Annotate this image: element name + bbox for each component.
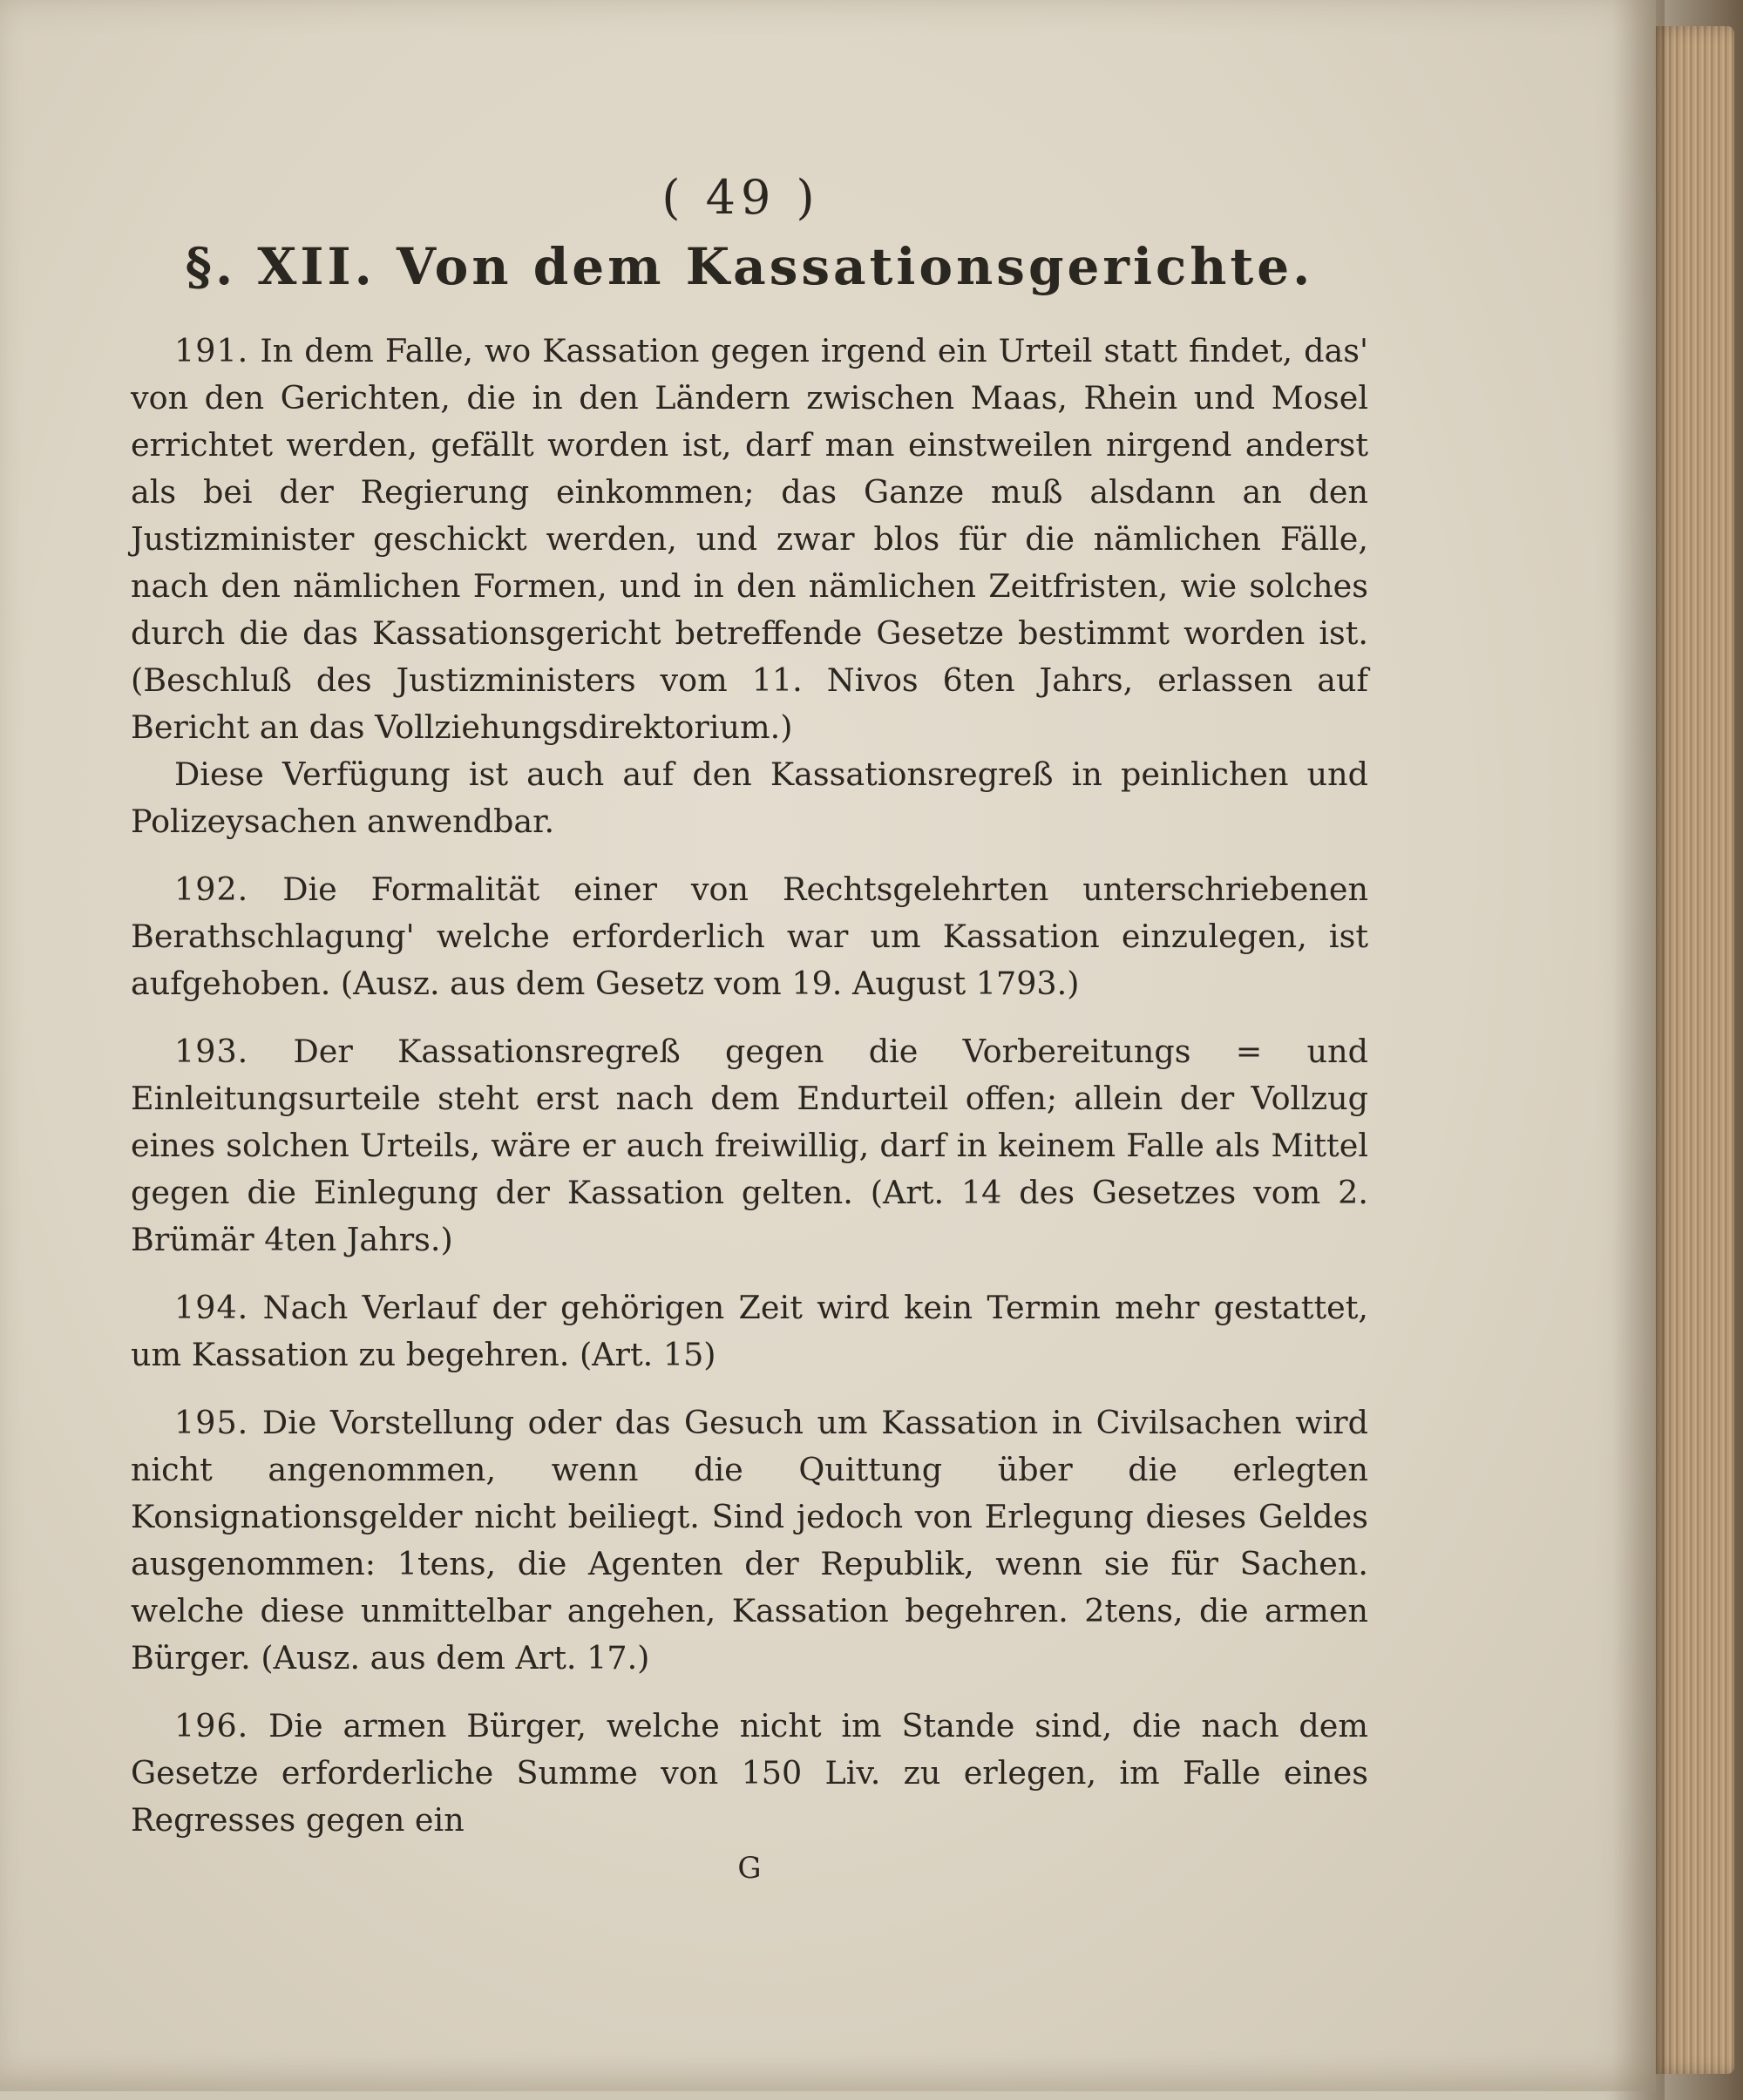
section-heading: §. XII. Von dem Kassationsgerichte. bbox=[185, 237, 1314, 296]
paragraph-193 bbox=[131, 1028, 1368, 1263]
paragraph-number: 193. bbox=[174, 1033, 249, 1070]
paragraph-number: 196. bbox=[174, 1707, 249, 1744]
paragraph-number: 194. bbox=[174, 1289, 249, 1326]
paragraph-number: 191. bbox=[174, 332, 249, 369]
paragraph-191 bbox=[131, 328, 1368, 751]
binding-shadow bbox=[1612, 0, 1665, 2100]
page-number: ( 49 ) bbox=[661, 170, 820, 225]
paragraph-195 bbox=[131, 1399, 1368, 1682]
paragraph-194 bbox=[131, 1284, 1368, 1379]
paragraph-number: 195. bbox=[174, 1404, 249, 1441]
paragraph-text: In dem Falle, wo Kassation gegen irgend ein Urteil statt findet, das' von den Gerichten, die in den Ländern zwischen Maas, Rhein und Mosel errichtet werden, gefällt worden ist, darf man einstweilen nirgend anderst als bei der Regierung einkommen; das Ganze muß alsdann an den Justizminister geschickt werden, und zwar blos für die nämlichen Fälle, nach den nämlichen Formen, und in den nämlichen Zeitfristen, wie solches durch die das Kassationsgericht betreffende Gesetze bestimmt worden ist. (Beschluß des Justizministers vom 11. Nivos 6ten Jahrs, erlassen auf Bericht an das Vollziehungsdirektorium.) bbox=[131, 332, 1368, 746]
paragraph-text: Die Vorstellung oder das Gesuch um Kassation in Civilsachen wird nicht angenommen, wenn die Quittung über die erlegten Konsignationsgelder nicht beiliegt. Sind jedoch von Erlegung dieses Geldes ausgenommen: 1tens, die Agenten der Republik, wenn sie für Sachen. welche diese unmittelbar angehen, Kassation begehren. 2tens, die armen Bürger. (Ausz. aus dem Art. 17.) bbox=[131, 1404, 1368, 1677]
paragraph-text: Die Formalität einer von Rechtsgelehrten unterschriebenen Berathschlagung' welche erforderlich war um Kassation einzulegen, ist aufgehoben. (Ausz. aus dem Gesetz vom 19. August 1793.) bbox=[131, 870, 1369, 1002]
paragraph-192 bbox=[131, 866, 1368, 1007]
paragraph-text: Die armen Bürger, welche nicht im Stande sind, die nach dem Gesetze erforderliche Summe von 150 Liv. zu erlegen, im Falle eines Regresses gegen ein bbox=[131, 1707, 1368, 1839]
paragraph-number: 192. bbox=[174, 870, 249, 908]
paragraph-text: Der Kassationsregreß gegen die Vorbereitungs = und Einleitungsurteile steht erst nach dem Endurteil offen; allein der Vollzug eines solchen Urteils, wäre er auch freiwillig, darf in keinem Falle als Mittel gegen die Einlegung der Kassation gelten. (Art. 14 des Gesetzes vom 2. Brümär 4ten Jahrs.) bbox=[131, 1033, 1368, 1258]
signature-mark: G bbox=[737, 1851, 762, 1886]
page-text-block bbox=[131, 170, 1368, 1886]
paragraph-191-continuation bbox=[131, 751, 1368, 845]
paragraph-text: Nach Verlauf der gehörigen Zeit wird kein Termin mehr gestattet, um Kassation zu begehren. (Art. 15) bbox=[131, 1289, 1368, 1373]
paragraph-text: Diese Verfügung ist auch auf den Kassationsregreß in peinlichen und Polizeysachen anwendbar. bbox=[131, 755, 1368, 840]
paragraph-196 bbox=[131, 1703, 1368, 1844]
